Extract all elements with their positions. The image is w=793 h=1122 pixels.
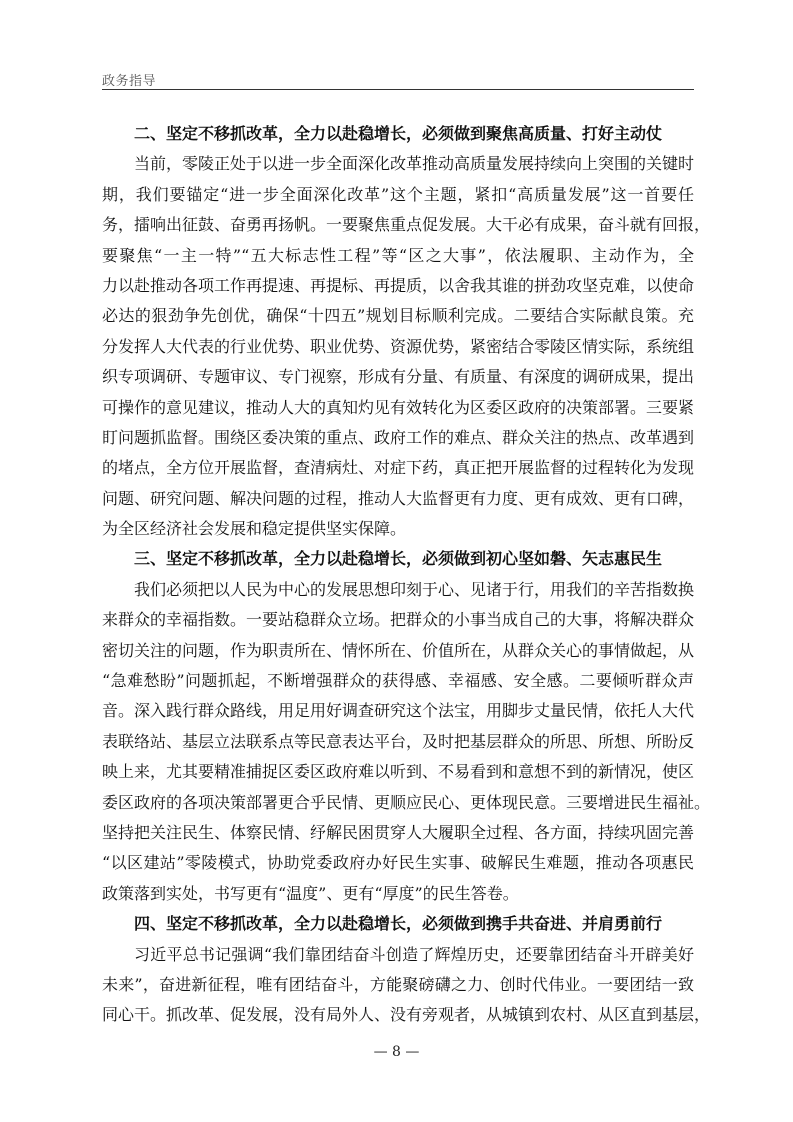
paragraph-line: 织专项调研、专题审议、专门视察，形成有分量、有质量、有深度的调研成果，提出 (102, 367, 695, 387)
paragraph-line: 为全区经济社会发展和稳定提供坚实保障。 (102, 519, 407, 539)
paragraph-line: 委区政府的各项决策部署更合乎民情、更顺应民心、更体现民意。三要增进民生福祉。 (102, 792, 711, 812)
section-heading-4: 四、坚定不移抓改革，全力以赴稳增长，必须做到携手共奋进、并肩勇前行 (134, 914, 663, 934)
paragraph-line: 密切关注的问题，作为职责所在、情怀所在、价值所在，从群众关心的事情做起，从 (102, 640, 695, 660)
paragraph-line: 未来”，奋进新征程，唯有团结奋斗，方能聚磅礴之力、创时代伟业。一要团结一致 (102, 974, 694, 994)
header-divider (102, 89, 694, 90)
header-title: 政务指导 (102, 74, 157, 89)
paragraph-line: 我们必须把以人民为中心的发展思想印刻于心、见诸于行，用我们的辛苦指数换 (134, 579, 695, 599)
paragraph-line: 问题、研究问题、解决问题的过程，推动人大监督更有力度、更有成效、更有口碑， (102, 488, 695, 508)
paragraph-line: 政策落到实处，书写更有“温度”、更有“厚度”的民生答卷。 (102, 883, 519, 903)
paragraph-line: “以区建站”零陵模式，协助党委政府办好民生实事、破解民生难题，推动各项惠民 (102, 853, 694, 873)
paragraph-line: 力以赴推动各项工作再提速、再提标、再提质，以舍我其谁的拼劲攻坚克难，以使命 (102, 275, 695, 295)
paragraph-line: 表联络站、基层立法联系点等民意表达平台，及时把基层群众的所思、所想、所盼反 (102, 731, 695, 751)
paragraph-line: 务，擂响出征鼓、奋勇再扬帆。一要聚焦重点促发展。大干必有成果，奋斗就有回报， (102, 215, 711, 235)
section-heading-2: 二、坚定不移抓改革，全力以赴稳增长，必须做到聚焦高质量、打好主动仗 (134, 124, 663, 143)
running-header (102, 70, 694, 90)
paragraph-line: 必达的狠劲争先创优，确保“十四五”规划目标顺利完成。二要结合实际献良策。充 (102, 306, 694, 326)
paragraph-line: 来群众的幸福指数。一要站稳群众立场。把群众的小事当成自己的大事，将解决群众 (102, 610, 695, 630)
paragraph-line: 的堵点，全方位开展监督，查清病灶、对症下药，真正把开展监督的过程转化为发现 (102, 458, 695, 478)
paragraph-line: 可操作的意见建议，推动人大的真知灼见有效转化为区委区政府的决策部署。三要紧 (102, 397, 695, 417)
section-heading-3: 三、坚定不移抓改革，全力以赴稳增长，必须做到初心坚如磐、矢志惠民生 (134, 549, 663, 569)
paragraph-line: 要聚焦“一主一特”“五大标志性工程”等“区之大事”，依法履职、主动作为，全 (102, 245, 694, 265)
paragraph-line: “急难愁盼”问题抓起，不断增强群众的获得感、幸福感、安全感。二要倾听群众声 (102, 671, 694, 691)
paragraph-line: 盯问题抓监督。围绕区委决策的重点、政府工作的难点、群众关注的热点、改革遇到 (102, 427, 695, 447)
paragraph-line: 坚持把关注民生、体察民情、纾解民困贯穿人大履职全过程、各方面，持续巩固完善 (102, 822, 695, 842)
paragraph-line: 同心干。抓改革、促发展，没有局外人、没有旁观者，从城镇到农村、从区直到基层， (102, 1005, 711, 1025)
paragraph-line: 习近平总书记强调“我们靠团结奋斗创造了辉煌历史，还要靠团结奋斗开辟美好 (134, 944, 694, 964)
paragraph-line: 当前，零陵正处于以进一步全面深化改革推动高质量发展持续向上突围的关键时 (134, 154, 695, 174)
paragraph-line: 分发挥人大代表的行业优势、职业优势、资源优势，紧密结合零陵区情实际，系统组 (102, 336, 695, 356)
paragraph-line: 期，我们要锚定“进一步全面深化改革”这个主题，紧扣“高质量发展”这一首要任 (102, 184, 694, 204)
paragraph-line: 音。深入践行群众路线，用足用好调查研究这个法宝，用脚步丈量民情，依托人大代 (102, 701, 695, 721)
article-body (102, 119, 711, 1031)
page-number: — 8 — (373, 1044, 420, 1060)
paragraph-line: 映上来，尤其要精准捕捉区委区政府难以听到、不易看到和意想不到的新情况，使区 (102, 762, 695, 782)
